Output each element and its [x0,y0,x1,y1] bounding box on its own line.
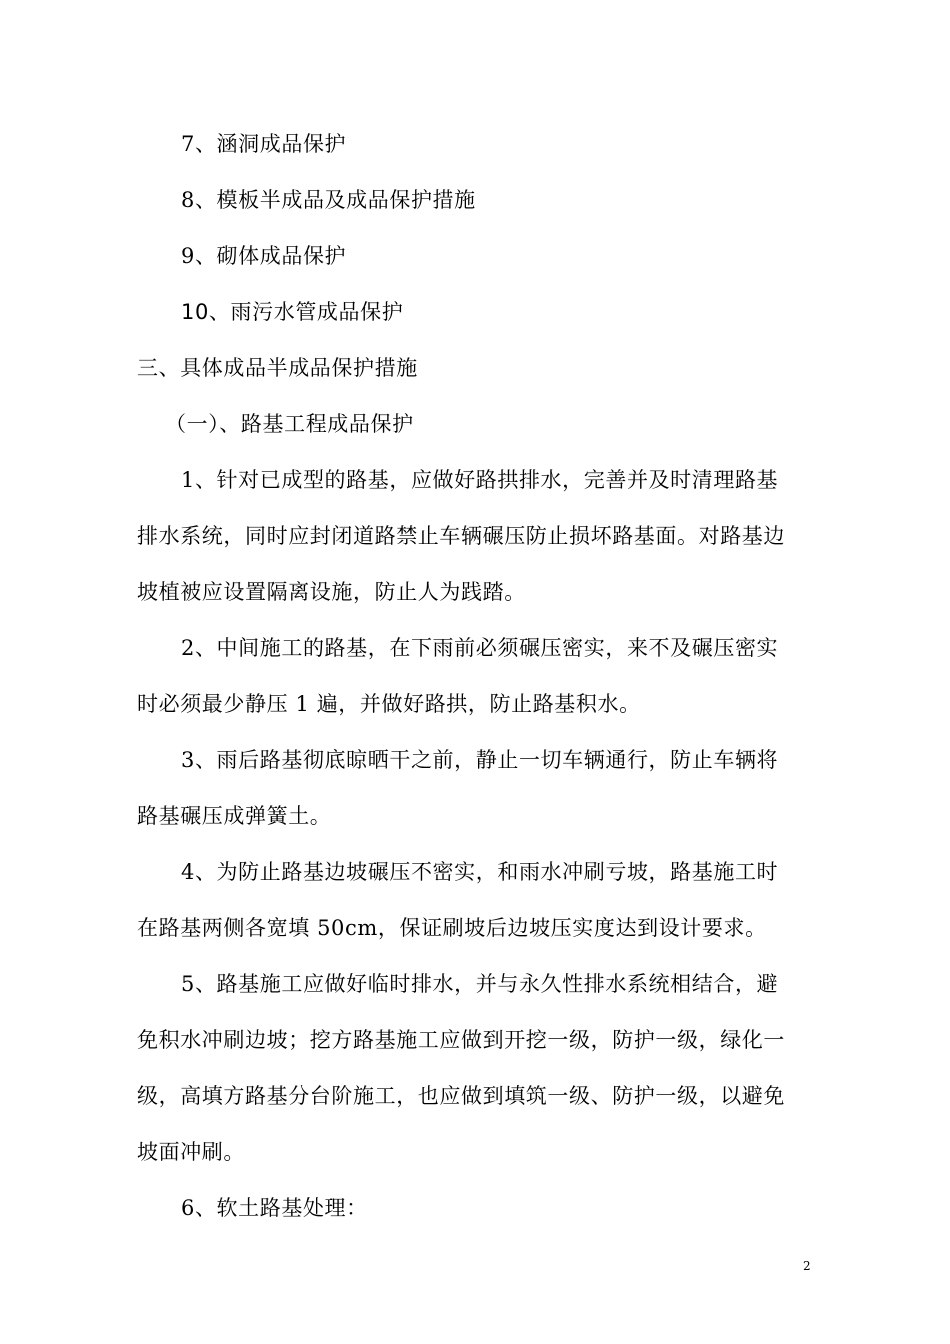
paragraph-line: 2、中间施工的路基，在下雨前必须碾压密实，来不及碾压密实 [181,636,779,660]
section-heading: 三、具体成品半成品保护措施 [137,356,418,380]
paragraph-line: 坡植被应设置隔离设施，防止人为践踏。 [137,580,526,604]
paragraph-line: 3、雨后路基彻底晾晒干之前，静止一切车辆通行，防止车辆将 [181,748,779,772]
paragraph-line: 4、为防止路基边坡碾压不密实，和雨水冲刷亏坡，路基施工时 [181,860,779,884]
paragraph-line: 6、软土路基处理： [181,1196,368,1220]
toc-item: 10、雨污水管成品保护 [181,300,404,324]
toc-item: 9、砌体成品保护 [181,244,347,268]
paragraph-line: 1、针对已成型的路基，应做好路拱排水，完善并及时清理路基 [181,468,779,492]
paragraph-line: 5、路基施工应做好临时排水，并与永久性排水系统相结合，避 [181,972,779,996]
subsection-heading: （一）、路基工程成品保护 [165,412,414,436]
paragraph-line: 在路基两侧各宽填 50cm，保证刷坡后边坡压实度达到设计要求。 [137,916,767,940]
paragraph-line: 级，高填方路基分台阶施工，也应做到填筑一级、防护一级，以避免 [137,1084,785,1108]
paragraph-line: 时必须最少静压 1 遍，并做好路拱，防止路基积水。 [137,692,641,716]
toc-item: 8、模板半成品及成品保护措施 [181,188,476,212]
paragraph-line: 坡面冲刷。 [137,1140,245,1164]
paragraph-line: 路基碾压成弹簧土。 [137,804,332,828]
toc-item: 7、涵洞成品保护 [181,132,347,156]
page-number: 2 [803,1259,811,1273]
paragraph-line: 免积水冲刷边坡；挖方路基施工应做到开挖一级，防护一级，绿化一 [137,1028,785,1052]
paragraph-line: 排水系统，同时应封闭道路禁止车辆碾压防止损坏路基面。对路基边 [137,524,785,548]
